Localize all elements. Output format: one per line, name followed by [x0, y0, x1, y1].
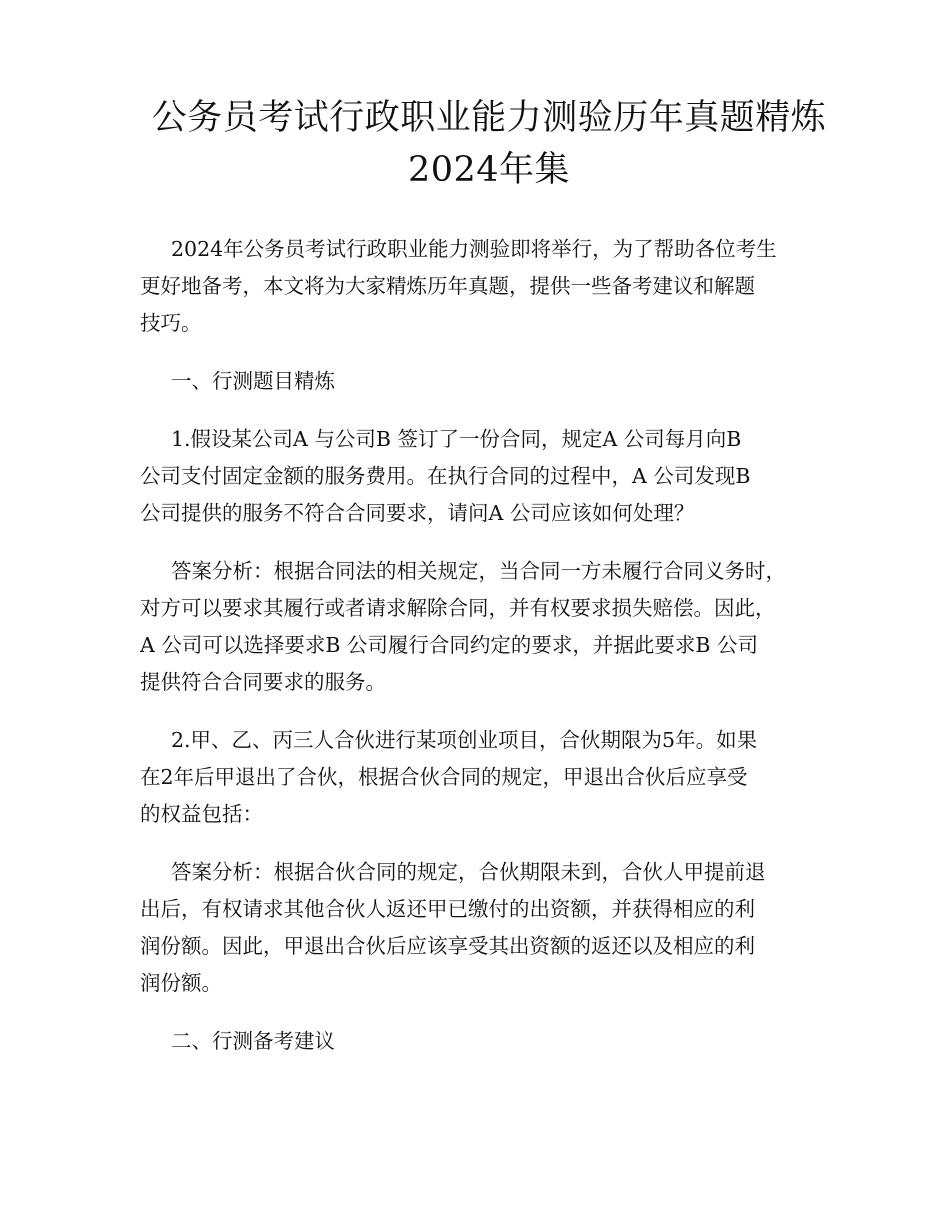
answer-2: [140, 854, 838, 1002]
text-line: 提供符合合同要求的服务。: [140, 670, 386, 694]
document-title: [140, 92, 838, 196]
question-2: [140, 722, 838, 833]
text-line: 对方可以要求其履行或者请求解除合同，并有权要求损失赔偿。因此，: [140, 596, 776, 620]
text-line: 1.假设某公司A 与公司B 签订了一份合同，规定A 公司每月向B: [171, 427, 742, 451]
text-line: 润份额。: [140, 971, 222, 995]
text-line: 在2年后甲退出了合伙，根据合伙合同的规定，甲退出合伙后应享受: [140, 765, 748, 789]
text-line: 2.甲、乙、丙三人合伙进行某项创业项目，合伙期限为5年。如果: [171, 728, 758, 752]
text-line: 二、行测备考建议: [171, 1029, 335, 1053]
section-heading-2: [140, 1023, 838, 1060]
text-line: 更好地备考，本文将为大家精炼历年真题，提供一些备考建议和解题: [140, 274, 755, 298]
answer-1: [140, 553, 838, 701]
text-line: 答案分析：根据合伙合同的规定，合伙期限未到，合伙人甲提前退: [171, 860, 766, 884]
text-line: 润份额。因此，甲退出合伙后应该享受其出资额的返还以及相应的利: [140, 934, 755, 958]
text-line: 一、行测题目精炼: [171, 369, 335, 393]
text-line: 技巧。: [140, 311, 202, 335]
text-line: 出后，有权请求其他合伙人返还甲已缴付的出资额，并获得相应的利: [140, 897, 755, 921]
text-line: A 公司可以选择要求B 公司履行合同约定的要求，并据此要求B 公司: [140, 633, 758, 657]
intro-paragraph: [140, 231, 838, 342]
text-line: 公司提供的服务不符合合同要求，请问A 公司应该如何处理？: [140, 501, 695, 525]
text-line: 公司支付固定金额的服务费用。在执行合同的过程中，A 公司发现B: [140, 464, 751, 488]
text-line: 2024年公务员考试行政职业能力测验即将举行，为了帮助各位考生: [171, 237, 777, 261]
title-line: 公务员考试行政职业能力测验历年真题精炼: [151, 98, 827, 138]
text-line: 的权益包括：: [140, 802, 263, 826]
question-1: [140, 421, 838, 532]
section-heading-1: [140, 363, 838, 400]
title-line: 2024年集: [407, 150, 571, 190]
text-line: 答案分析：根据合同法的相关规定，当合同一方未履行合同义务时，: [171, 559, 786, 583]
document-body: [140, 231, 838, 1060]
